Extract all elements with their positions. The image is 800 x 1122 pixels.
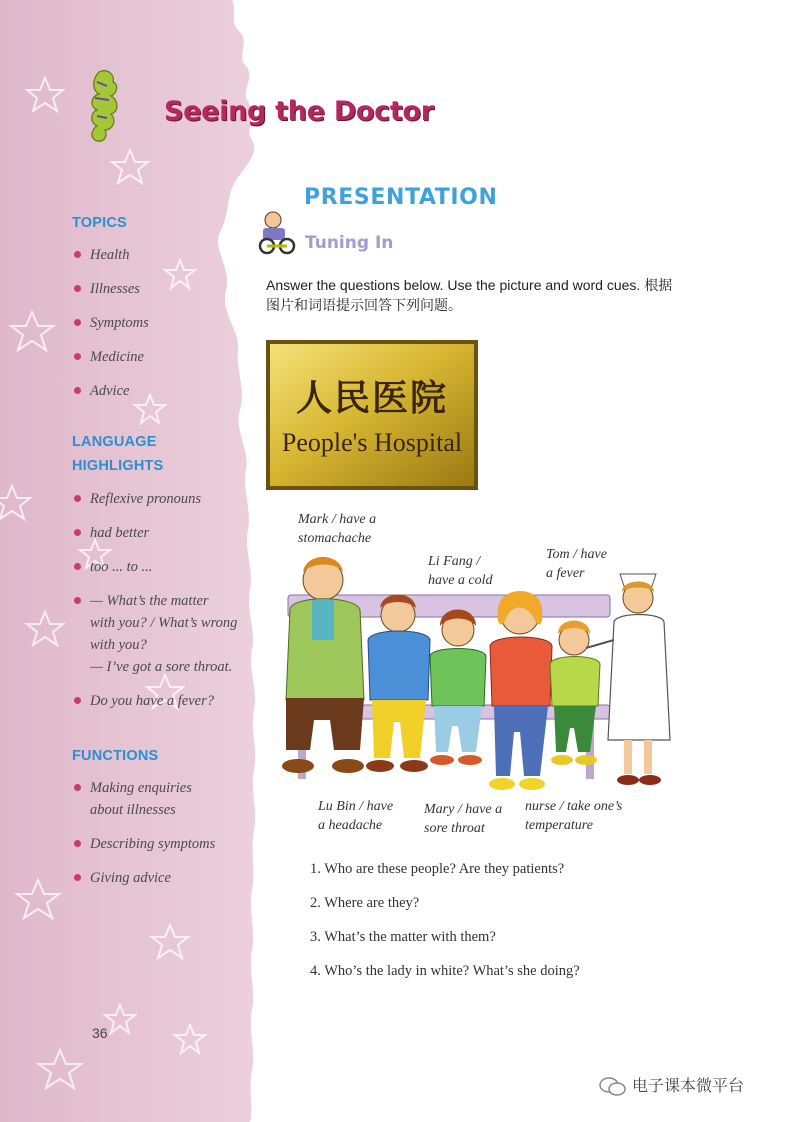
sidebar-list-item [72,488,237,510]
language-heading-line2: HIGHLIGHTS [72,458,164,474]
bullet-dot-icon [74,319,81,326]
caption-mark [298,510,376,548]
caption-nurse-line2: temperature [525,818,593,833]
bullet-dot-icon [74,353,81,360]
bullet-dot-icon [74,563,81,570]
sidebar-item-text: had better [90,525,150,541]
sidebar-item-text: Advice [90,383,130,399]
caption-lifang-line2: have a cold [428,573,493,588]
sidebar-item-text: Describing symptoms [90,836,216,852]
caption-lifang-line1: Li Fang / [428,554,481,569]
topics-section [72,211,149,414]
sidebar-list-item [72,380,149,402]
sidebar-item-text: about illnesses [90,802,176,818]
wechat-logo-icon [598,1075,628,1099]
caption-nurse-line1: nurse / take one’s [525,799,623,814]
functions-heading: FUNCTIONS [72,748,159,764]
topics-list [72,244,149,402]
caption-mary [424,800,502,838]
sign-english-text: People's Hospital [281,428,463,457]
caption-tom-line2: a fever [546,566,585,581]
bullet-dot-icon [74,784,81,791]
topics-heading: TOPICS [72,215,127,231]
bullet-dot-icon [74,251,81,258]
language-heading-line1: LANGUAGE [72,434,157,450]
language-highlights-list [72,488,237,712]
sidebar-item-text: Giving advice [90,870,171,886]
question-item: 2. Where are they? [310,895,420,911]
functions-list [72,777,215,889]
sidebar-item-text: Do you have a fever? [90,693,215,709]
sidebar-list-item [72,278,149,300]
bullet-dot-icon [74,597,81,604]
sidebar-list-item [72,346,149,368]
sidebar-list-item [72,867,215,889]
sidebar-item-text: — What’s the matter [90,593,209,609]
sidebar-item-text: too ... to ... [90,559,153,575]
caption-mark-line1: Mark / have a [298,512,377,527]
caption-tom-line1: Tom / have [546,547,607,562]
sidebar-list-item [72,690,237,712]
sidebar-item-text: with you? [90,637,147,653]
functions-section [72,744,215,901]
watermark-text: 电子课本微平台 [632,1076,745,1095]
unit-badge-icon [85,68,133,146]
bullet-dot-icon [74,874,81,881]
sidebar-item-text: Illnesses [90,281,140,297]
question-item: 4. Who’s the lady in white? What’s she doing? [310,963,580,979]
presentation-heading: PRESENTATION [304,185,498,210]
bullet-dot-icon [74,285,81,292]
patient-mark-figure [282,557,364,773]
sidebar-list-item [72,777,215,821]
instructions-line1: Answer the questions below. Use the picture and word cues. 根据 [266,277,673,293]
sidebar-item-text: with you? / What’s wrong [90,615,238,631]
sidebar-item-text: — I’ve got a sore throat. [90,659,233,675]
bullet-dot-icon [74,529,81,536]
sidebar-list-item [72,590,237,678]
sidebar-list-item [72,244,149,266]
tuning-in-icon [253,206,299,256]
question-item: 3. What’s the matter with them? [310,929,496,945]
sidebar-list-item [72,312,149,334]
instructions-line2: 图片和词语提示回答下列问题。 [266,297,462,313]
bullet-dot-icon [74,387,81,394]
page-title: Seeing the Doctor [164,96,434,127]
sidebar-list-item [72,833,215,855]
sidebar-list-item [72,522,237,544]
bullet-dot-icon [74,697,81,704]
caption-lubin-line2: a headache [318,818,383,833]
bullet-dot-icon [74,495,81,502]
caption-mary-line1: Mary / have a [424,802,503,817]
instructions [266,275,716,315]
sidebar-item-text: Symptoms [90,315,149,331]
patient-lubin-figure [366,595,430,773]
waiting-room-illustration [268,500,688,820]
sidebar-list-item [72,556,237,578]
sidebar-item-text: Medicine [90,349,144,365]
question-item: 1. Who are these people? Are they patients? [310,861,565,877]
caption-tom [546,545,607,583]
caption-mary-line2: sore throat [424,821,485,836]
questions-list [310,858,730,994]
caption-lubin-line1: Lu Bin / have [318,799,394,814]
language-highlights-section [72,430,237,724]
patient-lifang-figure [430,610,486,766]
caption-lubin [318,797,393,835]
bullet-dot-icon [74,840,81,847]
sign-chinese-text: 人民医院 [295,377,448,419]
caption-mark-line2: stomachache [298,531,372,546]
sidebar-item-text: Reflexive pronouns [90,491,201,507]
patient-mary-figure [489,591,552,790]
sidebar-item-text: Making enquiries [90,780,192,796]
tuning-in-subheading: Tuning In [305,233,394,253]
sidebar-item-text: Health [90,247,130,263]
page-number: 36 [92,1025,108,1041]
caption-nurse [525,797,622,835]
caption-lifang [428,552,493,590]
